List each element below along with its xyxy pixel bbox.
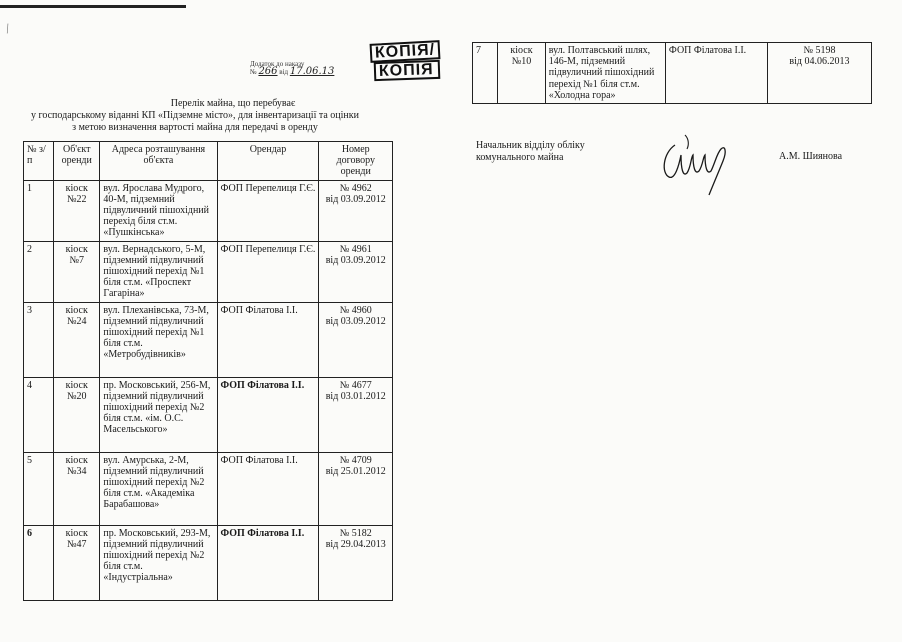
object-number: №47 xyxy=(66,538,87,550)
handwritten-signature xyxy=(655,125,745,200)
header-tenant: Орендар xyxy=(217,142,319,181)
signer-title-line-1: Начальник відділу обліку xyxy=(476,140,585,151)
row-object xyxy=(54,302,100,377)
order-date: 17.06.13 xyxy=(289,66,335,77)
row-tenant: ФОП Філатова І.І. xyxy=(217,377,319,452)
contract-date: від 03.09.2012 xyxy=(325,193,386,205)
row-contract xyxy=(319,241,393,302)
row-tenant: ФОП Філатова І.І. xyxy=(217,302,319,377)
table-row xyxy=(24,525,393,600)
object-number: №10 xyxy=(511,56,532,68)
object-number: №22 xyxy=(66,193,87,205)
signer-name: А.М. Шиянова xyxy=(779,151,843,162)
object-type: кіоск xyxy=(65,527,88,539)
row-tenant: ФОП Перепелиця Г.Є. xyxy=(217,241,319,302)
table-row xyxy=(24,241,393,302)
object-type: кіоск xyxy=(65,304,88,316)
row-contract xyxy=(319,302,393,377)
order-date-prefix: від xyxy=(279,68,289,76)
copy-stamp xyxy=(370,42,440,80)
row-num: 7 xyxy=(473,43,498,104)
contract-number: № 4960 xyxy=(339,304,372,316)
row-address: вул. Полтавський шлях, 146-М, підземний підвуличний пішохідний перехід №1 біля ст.м. «Холодна гора» xyxy=(545,43,665,104)
table-row xyxy=(24,377,393,452)
object-number: №7 xyxy=(69,254,85,266)
table-header-row xyxy=(24,142,393,181)
row-contract xyxy=(319,452,393,525)
row-num: 5 xyxy=(24,452,54,525)
document-heading xyxy=(0,98,390,134)
row-address: вул. Вернадського, 5-М, підземний підвуличний пішохідний перехід №1 біля ст.м. «Проспект Гагаріна» xyxy=(100,241,217,302)
row-contract xyxy=(767,43,871,104)
header-num: № з/п xyxy=(24,142,54,181)
contract-number: № 4962 xyxy=(339,182,372,194)
header-object: Об'єкт оренди xyxy=(54,142,100,181)
table-row xyxy=(24,180,393,241)
contract-date: від 03.09.2012 xyxy=(325,315,386,327)
row-object xyxy=(54,452,100,525)
corner-mark: / xyxy=(3,21,12,38)
row-address: пр. Московський, 293-М, підземний підвуличний пішохідний перехід №2 біля ст.м. «Індустріальна» xyxy=(100,525,217,600)
row-num: 3 xyxy=(24,302,54,377)
order-number: 266 xyxy=(258,66,278,77)
row-num: 1 xyxy=(24,180,54,241)
row-address: пр. Московський, 256-М, підземний підвуличний пішохідний перехід №2 біля ст.м. «ім. О.С. Масельського» xyxy=(100,377,217,452)
object-type: кіоск xyxy=(65,243,88,255)
object-type: кіоск xyxy=(510,45,533,56)
object-type: кіоск xyxy=(65,379,88,391)
table-row xyxy=(24,452,393,525)
row-object xyxy=(498,43,545,104)
object-type: кіоск xyxy=(65,182,88,194)
signer-title-line-2: комунального майна xyxy=(476,152,564,163)
row-num: 6 xyxy=(24,525,54,600)
row-tenant: ФОП Філатова І.І. xyxy=(217,452,319,525)
row-num: 4 xyxy=(24,377,54,452)
signer-title xyxy=(476,140,585,164)
contract-number: № 4961 xyxy=(339,243,372,255)
row-object xyxy=(54,241,100,302)
contract-date: від 03.09.2012 xyxy=(325,254,386,266)
top-border-line xyxy=(0,5,186,8)
row-object xyxy=(54,525,100,600)
object-number: №34 xyxy=(66,465,87,477)
row-address: вул. Амурська, 2-М, підземний підвуличний пішохідний перехід №2 біля ст.м. «Академіка Барабашова» xyxy=(100,452,217,525)
row-object xyxy=(54,180,100,241)
order-number-prefix: № xyxy=(250,68,257,76)
contract-number: № 4709 xyxy=(339,454,372,466)
row-tenant: ФОП Філатова І.І. xyxy=(665,43,767,104)
contract-date: від 04.06.2013 xyxy=(789,56,850,68)
row-object xyxy=(54,377,100,452)
heading-line-3: з метою визначення вартості майна для передачі в оренду xyxy=(72,122,318,133)
contract-date: від 03.01.2012 xyxy=(325,390,386,402)
row-tenant: ФОП Перепелиця Г.Є. xyxy=(217,180,319,241)
row-tenant: ФОП Філатова І.І. xyxy=(217,525,319,600)
contract-number: № 5182 xyxy=(339,527,372,539)
row-contract xyxy=(319,377,393,452)
row-num: 2 xyxy=(24,241,54,302)
object-number: №24 xyxy=(66,315,87,327)
stamp-line-1: КОПІЯ/ xyxy=(370,40,441,63)
contract-number: № 5198 xyxy=(803,45,836,56)
property-table xyxy=(23,141,393,601)
heading-line-1: Перелік майна, що перебуває xyxy=(170,98,296,109)
row-address: вул. Плеханівська, 73-М, підземний підвуличний пішохідний перехід №1 біля ст.м. «Метробудівників» xyxy=(100,302,217,377)
row-contract xyxy=(319,180,393,241)
contract-date: від 29.04.2013 xyxy=(325,538,386,550)
table-row xyxy=(24,302,393,377)
contract-number: № 4677 xyxy=(339,379,372,391)
object-number: №20 xyxy=(66,390,87,402)
row-address: вул. Ярослава Мудрого, 40-М, підземний підвуличний пішохідний перехід біля ст.м. «Пушкінська» xyxy=(100,180,217,241)
header-contract: Номер договору оренди xyxy=(319,142,393,181)
property-table-continuation xyxy=(472,42,872,104)
table-row xyxy=(473,43,872,104)
header-address: Адреса розташування об'єкта xyxy=(100,142,217,181)
object-type: кіоск xyxy=(65,454,88,466)
heading-line-2: у господарському віданні КП «Підземне місто», для інвентаризації та оцінки xyxy=(31,110,359,121)
row-contract xyxy=(319,525,393,600)
contract-date: від 25.01.2012 xyxy=(325,465,386,477)
stamp-line-2: КОПІЯ xyxy=(374,60,441,81)
order-reference xyxy=(250,60,334,76)
order-ref-label: Додаток до наказу xyxy=(250,60,305,68)
